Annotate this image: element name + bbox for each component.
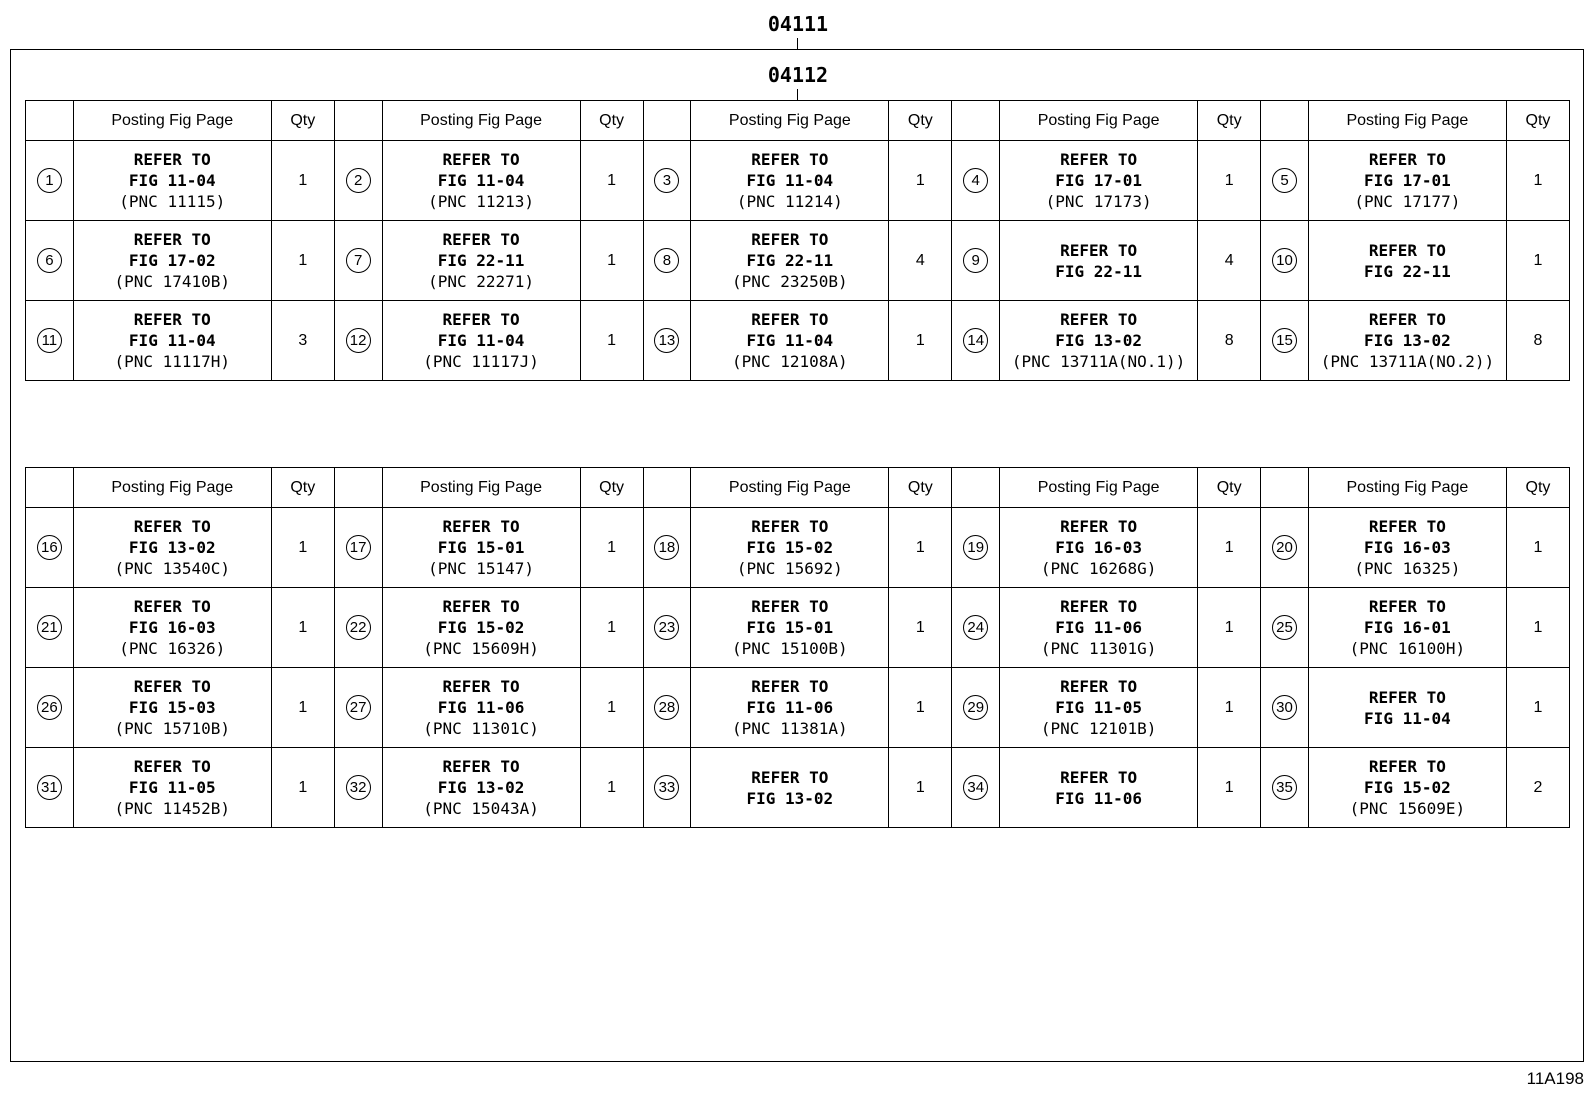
item-number-cell [334,301,382,381]
refer-to-text: REFER TO [133,230,211,249]
table-row [26,508,1570,588]
item-number-cell [334,221,382,301]
quantity-cell: 1 [889,588,952,668]
item-number-cell [334,508,382,588]
reference-cell [382,588,580,668]
quantity-cell: 1 [1198,508,1261,588]
refer-to-text: REFER TO [751,517,829,536]
fig-reference-text: FIG 11-05 [128,778,216,797]
reference-cell [691,141,889,221]
header-number-cell [334,101,382,141]
pnc-text: (PNC 11214) [736,192,843,211]
circled-item-number: 29 [963,695,988,720]
header-number-cell [1261,101,1309,141]
fig-reference-text: FIG 11-04 [746,331,834,350]
fig-reference-text: FIG 17-01 [1055,171,1142,190]
quantity-cell: 2 [1506,748,1569,828]
pnc-text: (PNC 11117H) [114,352,231,371]
circled-item-number: 31 [37,775,62,800]
reference-cell [73,588,271,668]
pnc-text: (PNC 17173) [1045,192,1152,211]
fig-reference-text: FIG 13-02 [128,538,216,557]
refer-to-text: REFER TO [1060,240,1138,260]
header-posting-fig-page: Posting Fig Page [1000,468,1198,508]
header-qty: Qty [1506,468,1569,508]
fig-reference-text: FIG 13-02 [746,788,834,808]
circled-item-number: 21 [37,615,62,640]
circled-item-number: 18 [654,535,679,560]
header-number-cell [334,468,382,508]
reference-cell [1308,301,1506,381]
reference-cell [73,508,271,588]
header-qty: Qty [580,101,643,141]
item-number-cell [1261,588,1309,668]
reference-cell [382,301,580,381]
pnc-text: (PNC 17177) [1354,192,1461,211]
refer-to-text: REFER TO [442,230,520,249]
pnc-text: (PNC 11301G) [1040,639,1157,658]
circled-item-number: 34 [963,775,988,800]
quantity-cell: 1 [1198,141,1261,221]
reference-cell [1000,588,1198,668]
circled-item-number: 1 [37,168,62,193]
inner-group-label: 04112 [767,63,829,87]
pnc-text: (PNC 15043A) [423,799,539,818]
quantity-cell: 1 [1198,748,1261,828]
quantity-cell: 1 [271,221,334,301]
quantity-cell: 1 [1198,588,1261,668]
quantity-cell: 1 [580,588,643,668]
item-number-cell [26,141,74,221]
item-number-cell [334,141,382,221]
reference-cell [382,668,580,748]
circled-item-number: 12 [346,328,371,353]
fig-reference-text: FIG 17-02 [128,251,216,270]
item-number-cell [1261,668,1309,748]
reference-cell [1000,221,1198,301]
quantity-cell: 1 [1506,588,1569,668]
item-number-cell [1261,508,1309,588]
header-posting-fig-page: Posting Fig Page [73,101,271,141]
reference-cell [1308,221,1506,301]
quantity-cell: 1 [889,668,952,748]
table-row [26,221,1570,301]
refer-to-text: REFER TO [133,150,211,169]
reference-cell [1000,668,1198,748]
fig-reference-text: FIG 11-04 [1364,708,1451,728]
header-qty: Qty [889,468,952,508]
item-number-cell [26,508,74,588]
fig-reference-text: FIG 22-11 [1364,261,1451,281]
quantity-cell: 1 [889,301,952,381]
reference-cell [1000,508,1198,588]
reference-cell [73,748,271,828]
refer-to-text: REFER TO [442,677,520,696]
circled-item-number: 23 [654,615,679,640]
refer-to-text: REFER TO [133,597,211,616]
item-number-cell [952,221,1000,301]
item-number-cell [26,221,74,301]
fig-reference-text: FIG 16-03 [1364,538,1451,557]
circled-item-number: 20 [1272,535,1297,560]
item-number-cell [1261,301,1309,381]
circled-item-number: 30 [1272,695,1297,720]
circled-item-number: 26 [37,695,62,720]
circled-item-number: 14 [963,328,988,353]
table-row [26,301,1570,381]
item-number-cell [643,141,691,221]
quantity-cell: 1 [1506,221,1569,301]
reference-table-2 [25,467,1570,828]
circled-item-number: 25 [1272,615,1297,640]
refer-to-text: REFER TO [751,230,829,249]
quantity-cell: 1 [1506,508,1569,588]
refer-to-text: REFER TO [751,597,829,616]
refer-to-text: REFER TO [751,310,829,329]
header-posting-fig-page: Posting Fig Page [1308,101,1506,141]
pnc-text: (PNC 13711A(NO.1)) [1011,352,1186,371]
item-number-cell [334,668,382,748]
figure-code: 11A198 [1526,1069,1584,1088]
pnc-text: (PNC 12101B) [1040,719,1157,738]
header-number-cell [643,468,691,508]
reference-cell [73,221,271,301]
quantity-cell: 1 [889,508,952,588]
header-posting-fig-page: Posting Fig Page [1000,101,1198,141]
reference-cell [1308,141,1506,221]
circled-item-number: 19 [963,535,988,560]
quantity-cell: 4 [1198,221,1261,301]
pnc-text: (PNC 15609E) [1349,799,1466,818]
circled-item-number: 10 [1272,248,1297,273]
circled-item-number: 24 [963,615,988,640]
circled-item-number: 13 [654,328,679,353]
circled-item-number: 7 [346,248,371,273]
circled-item-number: 3 [654,168,679,193]
reference-cell [691,301,889,381]
item-number-cell [1261,748,1309,828]
table-row [26,748,1570,828]
pnc-text: (PNC 11213) [428,192,535,211]
header-posting-fig-page: Posting Fig Page [382,468,580,508]
circled-item-number: 33 [654,775,679,800]
reference-cell [1308,748,1506,828]
circled-item-number: 27 [346,695,371,720]
item-number-cell [334,588,382,668]
pnc-text: (PNC 11452B) [114,799,231,818]
header-row [26,101,1570,141]
fig-reference-text: FIG 15-01 [437,538,525,557]
header-posting-fig-page: Posting Fig Page [691,101,889,141]
pnc-text: (PNC 15710B) [114,719,231,738]
fig-reference-text: FIG 11-05 [1055,698,1142,717]
circled-item-number: 6 [37,248,62,273]
fig-reference-text: FIG 11-04 [746,171,834,190]
quantity-cell: 1 [889,748,952,828]
pnc-text: (PNC 12108A) [732,352,848,371]
refer-to-text: REFER TO [1060,310,1138,329]
refer-to-text: REFER TO [751,677,829,696]
outer-group-label: 04111 [767,12,829,36]
header-qty: Qty [889,101,952,141]
quantity-cell: 1 [271,668,334,748]
table-row [26,141,1570,221]
circled-item-number: 16 [37,535,62,560]
fig-reference-text: FIG 11-06 [437,698,525,717]
fig-reference-text: FIG 15-02 [1364,778,1451,797]
fig-reference-text: FIG 15-02 [437,618,525,637]
refer-to-text: REFER TO [1368,517,1446,536]
quantity-cell: 1 [889,141,952,221]
reference-cell [73,301,271,381]
pnc-text: (PNC 22271) [428,272,535,291]
pnc-text: (PNC 13540C) [114,559,231,578]
circled-item-number: 5 [1272,168,1297,193]
item-number-cell [952,748,1000,828]
reference-cell [382,221,580,301]
reference-cell [382,141,580,221]
item-number-cell [334,748,382,828]
refer-to-text: REFER TO [1060,597,1138,616]
header-qty: Qty [271,101,334,141]
item-number-cell [26,668,74,748]
header-qty: Qty [271,468,334,508]
item-number-cell [952,508,1000,588]
circled-item-number: 9 [963,248,988,273]
pnc-text: (PNC 15147) [428,559,535,578]
fig-reference-text: FIG 11-04 [437,331,525,350]
reference-cell [1000,301,1198,381]
circled-item-number: 32 [346,775,371,800]
circled-item-number: 17 [346,535,371,560]
quantity-cell: 4 [889,221,952,301]
item-number-cell [643,221,691,301]
item-number-cell [952,668,1000,748]
header-posting-fig-page: Posting Fig Page [382,101,580,141]
quantity-cell: 1 [580,748,643,828]
fig-reference-text: FIG 22-11 [1055,261,1142,281]
refer-to-text: REFER TO [1368,150,1446,169]
reference-cell [73,668,271,748]
quantity-cell: 1 [580,221,643,301]
table-row [26,588,1570,668]
fig-reference-text: FIG 16-03 [1055,538,1142,557]
pnc-text: (PNC 11117J) [423,352,539,371]
circled-item-number: 35 [1272,775,1297,800]
header-qty: Qty [1198,468,1261,508]
quantity-cell: 1 [1506,141,1569,221]
circled-item-number: 11 [37,328,62,353]
header-qty: Qty [580,468,643,508]
fig-reference-text: FIG 11-04 [128,331,216,350]
header-number-cell [952,101,1000,141]
circled-item-number: 2 [346,168,371,193]
quantity-cell: 1 [580,301,643,381]
fig-reference-text: FIG 22-11 [437,251,525,270]
fig-reference-text: FIG 22-11 [746,251,834,270]
pnc-text: (PNC 11381A) [732,719,848,738]
reference-cell [382,748,580,828]
quantity-cell: 1 [1198,668,1261,748]
pnc-text: (PNC 16268G) [1040,559,1157,578]
fig-reference-text: FIG 16-01 [1364,618,1451,637]
refer-to-text: REFER TO [1060,677,1138,696]
fig-reference-text: FIG 11-04 [128,171,216,190]
refer-to-text: REFER TO [1060,517,1138,536]
refer-to-text: REFER TO [1368,687,1446,707]
refer-to-text: REFER TO [133,310,211,329]
refer-to-text: REFER TO [1368,310,1446,329]
header-number-cell [26,468,74,508]
refer-to-text: REFER TO [133,757,211,776]
fig-reference-text: FIG 15-02 [746,538,834,557]
pnc-text: (PNC 16325) [1354,559,1461,578]
reference-cell [382,508,580,588]
table-row [26,668,1570,748]
circled-item-number: 15 [1272,328,1297,353]
refer-to-text: REFER TO [442,517,520,536]
refer-to-text: REFER TO [442,310,520,329]
circled-item-number: 28 [654,695,679,720]
header-number-cell [26,101,74,141]
quantity-cell: 1 [580,668,643,748]
fig-reference-text: FIG 13-02 [1364,331,1451,350]
quantity-cell: 1 [1506,668,1569,748]
item-number-cell [26,301,74,381]
refer-to-text: REFER TO [1060,150,1138,169]
header-number-cell [952,468,1000,508]
reference-cell [1308,508,1506,588]
header-number-cell [1261,468,1309,508]
reference-table-1 [25,100,1570,381]
reference-cell [1000,748,1198,828]
item-number-cell [1261,221,1309,301]
quantity-cell: 1 [271,748,334,828]
pnc-text: (PNC 23250B) [732,272,848,291]
header-posting-fig-page: Posting Fig Page [73,468,271,508]
item-number-cell [952,588,1000,668]
pnc-text: (PNC 13711A(NO.2)) [1320,352,1495,371]
fig-reference-text: FIG 11-04 [437,171,525,190]
quantity-cell: 8 [1506,301,1569,381]
header-qty: Qty [1198,101,1261,141]
reference-cell [691,508,889,588]
pnc-text: (PNC 15692) [736,559,843,578]
header-posting-fig-page: Posting Fig Page [1308,468,1506,508]
item-number-cell [26,748,74,828]
item-number-cell [643,508,691,588]
reference-cell [73,141,271,221]
quantity-cell: 1 [271,588,334,668]
fig-reference-text: FIG 15-01 [746,618,834,637]
circled-item-number: 8 [654,248,679,273]
refer-to-text: REFER TO [1060,767,1138,787]
reference-cell [1308,588,1506,668]
refer-to-text: REFER TO [751,767,829,787]
reference-cell [1000,141,1198,221]
fig-reference-text: FIG 11-06 [1055,618,1142,637]
header-number-cell [643,101,691,141]
pnc-text: (PNC 16326) [119,639,226,658]
refer-to-text: REFER TO [442,597,520,616]
item-number-cell [643,668,691,748]
fig-reference-text: FIG 13-02 [1055,331,1142,350]
quantity-cell: 1 [580,508,643,588]
fig-reference-text: FIG 11-06 [746,698,834,717]
quantity-cell: 8 [1198,301,1261,381]
refer-to-text: REFER TO [133,517,211,536]
item-number-cell [26,588,74,668]
pnc-text: (PNC 15609H) [423,639,539,658]
reference-cell [1308,668,1506,748]
item-number-cell [952,141,1000,221]
pnc-text: (PNC 11301C) [423,719,539,738]
item-number-cell [643,748,691,828]
pnc-text: (PNC 16100H) [1349,639,1466,658]
circled-item-number: 22 [346,615,371,640]
refer-to-text: REFER TO [442,757,520,776]
item-number-cell [952,301,1000,381]
refer-to-text: REFER TO [1368,757,1446,776]
quantity-cell: 1 [271,141,334,221]
pnc-text: (PNC 15100B) [732,639,848,658]
quantity-cell: 1 [580,141,643,221]
refer-to-text: REFER TO [442,150,520,169]
reference-cell [691,221,889,301]
item-number-cell [643,588,691,668]
header-row [26,468,1570,508]
refer-to-text: REFER TO [1368,240,1446,260]
quantity-cell: 1 [271,508,334,588]
fig-reference-text: FIG 17-01 [1364,171,1451,190]
reference-cell [691,588,889,668]
circled-item-number: 4 [963,168,988,193]
refer-to-text: REFER TO [751,150,829,169]
header-qty: Qty [1506,101,1569,141]
quantity-cell: 3 [271,301,334,381]
refer-to-text: REFER TO [133,677,211,696]
reference-cell [691,748,889,828]
refer-to-text: REFER TO [1368,597,1446,616]
reference-cell [691,668,889,748]
fig-reference-text: FIG 11-06 [1055,788,1142,808]
fig-reference-text: FIG 13-02 [437,778,525,797]
pnc-text: (PNC 17410B) [114,272,231,291]
item-number-cell [643,301,691,381]
fig-reference-text: FIG 15-03 [128,698,216,717]
item-number-cell [1261,141,1309,221]
fig-reference-text: FIG 16-03 [128,618,216,637]
pnc-text: (PNC 11115) [119,192,226,211]
header-posting-fig-page: Posting Fig Page [691,468,889,508]
